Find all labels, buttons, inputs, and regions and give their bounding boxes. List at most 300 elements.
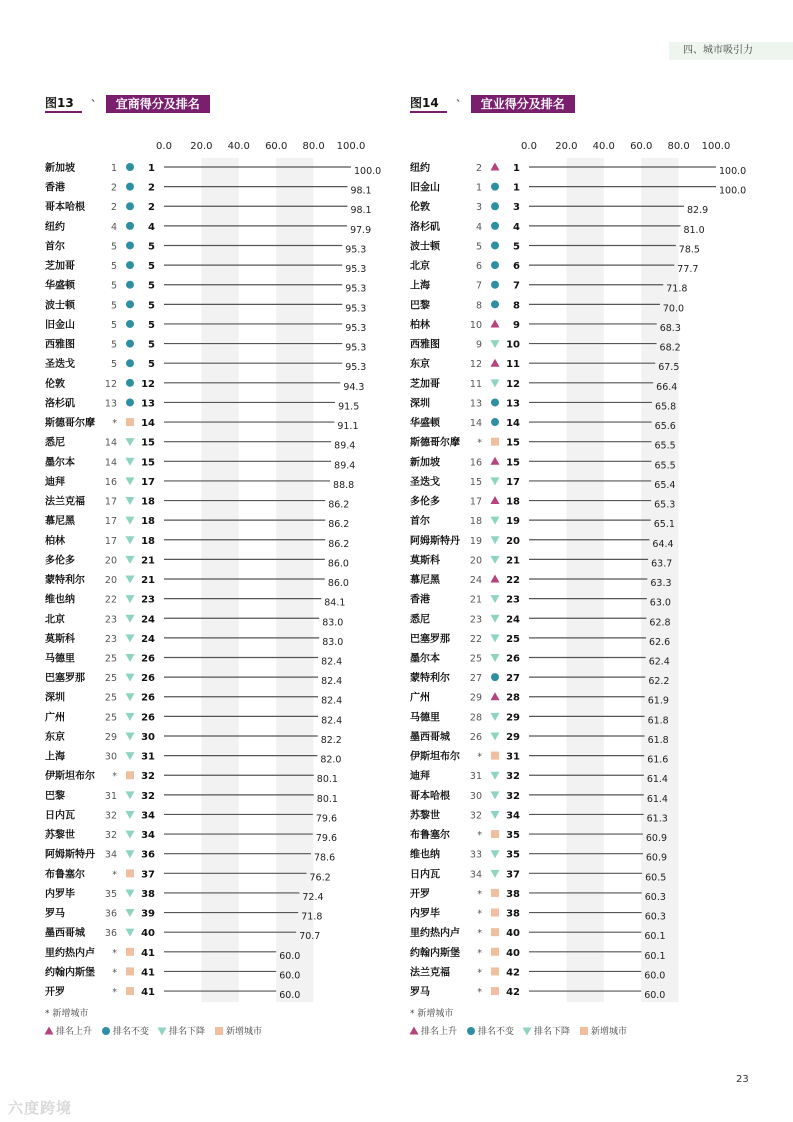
score-value-label: 100.0 bbox=[354, 166, 382, 177]
city-label: 伦敦 bbox=[410, 202, 430, 214]
city-label: 罗马 bbox=[45, 908, 65, 920]
rank-change-down-icon bbox=[126, 791, 135, 799]
rank-change-down-icon bbox=[126, 929, 135, 937]
legend-down-icon bbox=[523, 1028, 532, 1036]
rank-change-same-icon bbox=[126, 379, 134, 387]
current-rank: 13 bbox=[141, 398, 155, 410]
previous-rank: 2 bbox=[110, 202, 117, 214]
score-value-label: 98.1 bbox=[350, 205, 372, 217]
footnote: * 新增城市 bbox=[45, 1009, 89, 1019]
score-value-label: 60.9 bbox=[645, 833, 668, 845]
current-rank: 26 bbox=[141, 653, 155, 665]
current-rank: 21 bbox=[141, 555, 155, 567]
rank-change-new-icon bbox=[491, 948, 499, 956]
chart-row bbox=[410, 926, 666, 942]
score-value-label: 91.5 bbox=[338, 401, 360, 413]
previous-rank: 19 bbox=[469, 535, 482, 547]
current-rank: 26 bbox=[141, 692, 155, 704]
rank-change-new-icon bbox=[491, 438, 499, 446]
previous-rank: 15 bbox=[469, 476, 482, 488]
rank-change-down-icon bbox=[491, 634, 500, 642]
score-value-label: 91.1 bbox=[337, 421, 359, 433]
city-label: 纽约 bbox=[410, 163, 430, 174]
previous-rank: * bbox=[477, 987, 482, 999]
city-label: 北京 bbox=[410, 261, 430, 273]
previous-rank: 5 bbox=[475, 241, 482, 253]
legend-new-icon bbox=[215, 1027, 223, 1035]
previous-rank: 29 bbox=[469, 692, 482, 704]
rank-change-same-icon bbox=[126, 320, 134, 328]
current-rank: 5 bbox=[513, 241, 520, 253]
chart-row bbox=[410, 750, 668, 766]
score-value-label: 100.0 bbox=[719, 166, 747, 177]
score-value-label: 60.1 bbox=[644, 931, 666, 943]
rank-change-down-icon bbox=[126, 517, 135, 525]
chart-row bbox=[410, 887, 666, 903]
previous-rank: 23 bbox=[104, 614, 117, 626]
axis-tick-label: 40.0 bbox=[592, 141, 615, 152]
city-label: 法兰克福 bbox=[45, 496, 85, 508]
rank-change-down-icon bbox=[491, 595, 500, 603]
chart-row bbox=[410, 573, 672, 589]
score-value-label: 60.0 bbox=[644, 970, 666, 982]
axis-tick-label: 0.0 bbox=[521, 141, 537, 152]
previous-rank: 24 bbox=[469, 575, 482, 587]
score-value-label: 80.1 bbox=[316, 793, 338, 805]
score-value-label: 63.0 bbox=[649, 597, 671, 609]
previous-rank: 29 bbox=[104, 731, 117, 743]
rank-change-down-icon bbox=[126, 850, 135, 858]
axis-tick-label: 80.0 bbox=[302, 141, 325, 152]
previous-rank: 22 bbox=[104, 594, 117, 606]
rank-change-down-icon bbox=[126, 831, 135, 839]
current-rank: 1 bbox=[513, 182, 520, 194]
city-label: 马德里 bbox=[410, 712, 440, 724]
previous-rank: 32 bbox=[104, 830, 117, 842]
chart-row bbox=[410, 867, 666, 883]
chart-row bbox=[45, 985, 300, 1001]
current-rank: 3 bbox=[513, 202, 520, 214]
previous-rank: 22 bbox=[469, 633, 482, 645]
current-rank: 23 bbox=[506, 594, 520, 606]
previous-rank: 23 bbox=[469, 614, 482, 626]
score-value-label: 65.3 bbox=[654, 499, 676, 511]
page-number: 23 bbox=[736, 1074, 749, 1085]
current-rank: 41 bbox=[141, 987, 155, 999]
previous-rank: * bbox=[112, 947, 117, 959]
previous-rank: 25 bbox=[104, 692, 117, 704]
score-value-label: 86.0 bbox=[327, 578, 349, 590]
current-rank: 38 bbox=[506, 888, 520, 900]
rank-change-down-icon bbox=[491, 713, 500, 721]
current-rank: 26 bbox=[141, 712, 155, 724]
axis-tick-label: 100.0 bbox=[336, 141, 366, 152]
previous-rank: 25 bbox=[469, 653, 482, 665]
current-rank: 32 bbox=[506, 771, 520, 783]
chart-row bbox=[45, 965, 300, 981]
score-value-label: 95.3 bbox=[345, 303, 367, 315]
score-value-label: 65.1 bbox=[653, 519, 675, 531]
current-rank: 40 bbox=[506, 947, 520, 959]
legend-label: 排名不变 bbox=[478, 1027, 515, 1037]
previous-rank: * bbox=[112, 987, 117, 999]
previous-rank: * bbox=[477, 751, 482, 763]
previous-rank: 23 bbox=[104, 633, 117, 645]
city-label: 维也纳 bbox=[45, 594, 75, 606]
previous-rank: 25 bbox=[104, 653, 117, 665]
chart-row bbox=[410, 357, 679, 373]
score-value-label: 65.5 bbox=[654, 460, 676, 472]
current-rank: 1 bbox=[148, 163, 155, 174]
current-rank: 5 bbox=[148, 319, 155, 331]
rank-change-down-icon bbox=[126, 497, 135, 505]
score-value-label: 62.4 bbox=[648, 656, 670, 668]
career-score-chart bbox=[365, 0, 765, 1122]
current-rank: 6 bbox=[513, 261, 520, 273]
current-rank: 41 bbox=[141, 947, 155, 959]
current-rank: 31 bbox=[141, 751, 155, 763]
current-rank: 32 bbox=[506, 790, 520, 802]
legend-new-icon bbox=[580, 1027, 588, 1035]
city-label: 圣迭戈 bbox=[410, 476, 440, 488]
current-rank: 32 bbox=[141, 790, 155, 802]
score-value-label: 84.1 bbox=[324, 597, 346, 609]
legend-label: 新增城市 bbox=[226, 1027, 263, 1037]
previous-rank: 26 bbox=[469, 731, 482, 743]
city-label: 布鲁塞尔 bbox=[45, 869, 85, 881]
rank-change-up-icon bbox=[491, 496, 500, 504]
current-rank: 18 bbox=[506, 496, 520, 508]
score-value-label: 68.3 bbox=[659, 322, 681, 334]
score-value-label: 82.9 bbox=[687, 205, 709, 217]
previous-rank: 27 bbox=[469, 673, 482, 685]
score-value-label: 82.0 bbox=[320, 754, 342, 766]
chart-row bbox=[410, 495, 675, 511]
current-rank: 5 bbox=[148, 261, 155, 273]
score-value-label: 67.5 bbox=[658, 362, 680, 374]
city-label: 莫斯科 bbox=[410, 555, 440, 567]
current-rank: 31 bbox=[506, 751, 520, 763]
score-value-label: 60.1 bbox=[644, 950, 666, 962]
rank-change-new-icon bbox=[491, 928, 499, 936]
previous-rank: 32 bbox=[469, 810, 482, 822]
city-label: 香港 bbox=[45, 182, 65, 194]
previous-rank: * bbox=[477, 928, 482, 940]
score-value-label: 65.8 bbox=[655, 401, 677, 413]
city-label: 斯德哥尔摩 bbox=[45, 418, 95, 430]
rank-change-same-icon bbox=[491, 241, 499, 249]
rank-change-down-icon bbox=[126, 654, 135, 662]
city-label: 罗马 bbox=[410, 987, 430, 999]
city-label: 哥本哈根 bbox=[45, 202, 85, 214]
current-rank: 15 bbox=[141, 457, 155, 469]
current-rank: 2 bbox=[148, 202, 155, 214]
previous-rank: 36 bbox=[104, 928, 117, 940]
previous-rank: 17 bbox=[104, 516, 117, 528]
score-value-label: 79.6 bbox=[315, 813, 338, 825]
score-value-label: 63.3 bbox=[650, 578, 672, 590]
previous-rank: 34 bbox=[469, 869, 482, 881]
rank-change-down-icon bbox=[491, 615, 500, 623]
city-label: 东京 bbox=[45, 731, 65, 743]
current-rank: 17 bbox=[141, 476, 155, 488]
previous-rank: 5 bbox=[110, 300, 117, 312]
previous-rank: 1 bbox=[475, 182, 482, 194]
score-value-label: 86.2 bbox=[328, 519, 350, 531]
previous-rank: 5 bbox=[110, 339, 117, 351]
city-label: 苏黎世 bbox=[410, 810, 440, 822]
city-label: 开罗 bbox=[45, 987, 65, 999]
current-rank: 39 bbox=[141, 908, 155, 920]
rank-change-same-icon bbox=[491, 202, 499, 210]
score-value-label: 61.4 bbox=[646, 774, 668, 786]
chart-row bbox=[410, 671, 669, 687]
watermark-logo: 六度跨境 bbox=[8, 1099, 73, 1117]
chart-row bbox=[410, 377, 677, 393]
city-label: 维也纳 bbox=[410, 849, 440, 861]
chart-row bbox=[45, 946, 300, 962]
city-label: 深圳 bbox=[410, 398, 430, 410]
rank-change-same-icon bbox=[491, 300, 499, 308]
previous-rank: 7 bbox=[475, 280, 482, 292]
rank-change-down-icon bbox=[491, 517, 500, 525]
current-rank: 2 bbox=[148, 182, 155, 194]
city-label: 莫斯科 bbox=[45, 633, 75, 645]
score-value-label: 60.0 bbox=[279, 950, 301, 962]
score-value-label: 95.3 bbox=[345, 283, 367, 295]
current-rank: 15 bbox=[141, 437, 155, 449]
current-rank: 5 bbox=[148, 359, 155, 371]
score-value-label: 72.4 bbox=[302, 891, 324, 903]
score-value-label: 98.1 bbox=[350, 185, 372, 197]
score-value-label: 61.8 bbox=[647, 715, 669, 727]
previous-rank: 13 bbox=[104, 398, 117, 410]
city-label: 阿姆斯特丹 bbox=[410, 535, 460, 547]
title-separator-icon: ˋ bbox=[455, 97, 462, 111]
previous-rank: 28 bbox=[469, 712, 482, 724]
rank-change-down-icon bbox=[491, 340, 500, 348]
rank-change-same-icon bbox=[126, 281, 134, 289]
section-label: 四、城市吸引力 bbox=[669, 42, 793, 60]
rank-change-new-icon bbox=[491, 830, 499, 838]
previous-rank: 12 bbox=[469, 359, 482, 371]
previous-rank: 14 bbox=[104, 457, 117, 469]
score-value-label: 71.8 bbox=[666, 283, 688, 295]
axis-tick-label: 20.0 bbox=[190, 141, 213, 152]
rank-change-down-icon bbox=[126, 576, 135, 584]
previous-rank: 10 bbox=[469, 319, 482, 331]
score-value-label: 81.0 bbox=[683, 224, 705, 236]
rank-change-same-icon bbox=[491, 261, 499, 269]
previous-rank: 17 bbox=[104, 535, 117, 547]
score-value-label: 86.2 bbox=[328, 538, 350, 550]
current-rank: 32 bbox=[141, 771, 155, 783]
previous-rank: * bbox=[112, 771, 117, 783]
score-value-label: 80.1 bbox=[316, 774, 338, 786]
rank-change-down-icon bbox=[491, 772, 500, 780]
current-rank: 42 bbox=[506, 967, 520, 979]
city-label: 华盛顿 bbox=[45, 280, 75, 292]
rank-change-down-icon bbox=[491, 379, 500, 387]
current-rank: 22 bbox=[506, 575, 520, 587]
rank-change-up-icon bbox=[491, 692, 500, 700]
current-rank: 36 bbox=[141, 849, 155, 861]
previous-rank: 9 bbox=[475, 339, 482, 351]
score-value-label: 82.4 bbox=[321, 695, 343, 707]
current-rank: 35 bbox=[506, 830, 520, 842]
rank-change-new-icon bbox=[126, 771, 134, 779]
city-label: 西雅图 bbox=[45, 339, 75, 351]
city-label: 迪拜 bbox=[410, 771, 430, 783]
previous-rank: 25 bbox=[104, 673, 117, 685]
previous-rank: 35 bbox=[104, 888, 117, 900]
rank-change-down-icon bbox=[126, 674, 135, 682]
score-value-label: 68.2 bbox=[659, 342, 681, 354]
chart-row bbox=[410, 475, 675, 491]
city-label: 马德里 bbox=[45, 653, 75, 665]
current-rank: 8 bbox=[513, 300, 520, 312]
legend-up-icon bbox=[410, 1027, 419, 1035]
previous-rank: 25 bbox=[104, 712, 117, 724]
city-label: 墨尔本 bbox=[410, 653, 440, 665]
previous-rank: 8 bbox=[475, 300, 482, 312]
city-label: 内罗毕 bbox=[45, 888, 75, 900]
previous-rank: 20 bbox=[469, 555, 482, 567]
city-label: 新加坡 bbox=[410, 457, 440, 469]
score-value-label: 82.4 bbox=[321, 715, 343, 727]
legend-up-icon bbox=[45, 1027, 54, 1035]
rank-change-new-icon bbox=[491, 889, 499, 897]
current-rank: 24 bbox=[141, 614, 155, 626]
rank-change-same-icon bbox=[126, 222, 134, 230]
score-value-label: 86.2 bbox=[328, 499, 350, 511]
city-label: 约翰内斯堡 bbox=[45, 967, 95, 979]
city-label: 巴黎 bbox=[410, 300, 430, 312]
city-label: 阿姆斯特丹 bbox=[45, 849, 95, 861]
city-label: 芝加哥 bbox=[45, 261, 75, 273]
score-value-label: 60.0 bbox=[279, 970, 301, 982]
previous-rank: 17 bbox=[469, 496, 482, 508]
city-label: 华盛顿 bbox=[410, 418, 440, 430]
city-label: 蒙特利尔 bbox=[410, 673, 450, 685]
rank-change-down-icon bbox=[491, 477, 500, 485]
rank-change-down-icon bbox=[126, 634, 135, 642]
chart-row bbox=[409, 769, 668, 785]
city-label: 广州 bbox=[410, 692, 430, 704]
current-rank: 21 bbox=[506, 555, 520, 567]
rank-change-up-icon bbox=[491, 575, 500, 583]
previous-rank: 5 bbox=[110, 261, 117, 273]
rank-change-new-icon bbox=[126, 418, 134, 426]
rank-change-same-icon bbox=[126, 183, 134, 191]
current-rank: 9 bbox=[513, 319, 520, 331]
previous-rank: * bbox=[477, 967, 482, 979]
city-label: 法兰克福 bbox=[410, 967, 450, 979]
footnote: * 新增城市 bbox=[410, 1009, 454, 1019]
score-value-label: 89.4 bbox=[334, 440, 356, 452]
previous-rank: * bbox=[477, 908, 482, 920]
score-value-label: 61.3 bbox=[646, 813, 668, 825]
previous-rank: 3 bbox=[475, 202, 482, 214]
rank-change-down-icon bbox=[126, 811, 135, 819]
score-value-label: 65.5 bbox=[654, 440, 676, 452]
rank-change-new-icon bbox=[491, 987, 499, 995]
rank-change-same-icon bbox=[491, 418, 499, 426]
current-rank: 24 bbox=[506, 614, 520, 626]
current-rank: 29 bbox=[506, 731, 520, 743]
rank-change-same-icon bbox=[491, 183, 499, 191]
title-separator-icon: ˋ bbox=[90, 97, 97, 111]
score-value-label: 95.3 bbox=[345, 342, 367, 354]
chart-row bbox=[410, 416, 676, 432]
chart-row bbox=[410, 730, 669, 746]
city-label: 柏林 bbox=[410, 319, 430, 331]
score-value-label: 95.3 bbox=[345, 264, 367, 276]
current-rank: 4 bbox=[513, 221, 520, 233]
previous-rank: 5 bbox=[110, 241, 117, 253]
score-value-label: 62.6 bbox=[649, 636, 671, 648]
chart-row bbox=[410, 338, 681, 354]
score-value-label: 95.3 bbox=[345, 244, 367, 256]
current-rank: 17 bbox=[506, 476, 520, 488]
rank-change-same-icon bbox=[491, 222, 499, 230]
score-value-label: 60.0 bbox=[279, 990, 301, 1002]
score-value-label: 95.3 bbox=[345, 362, 367, 374]
city-label: 东京 bbox=[410, 359, 430, 371]
score-value-label: 62.2 bbox=[648, 676, 670, 688]
city-label: 慕尼黑 bbox=[45, 516, 75, 528]
city-label: 广州 bbox=[45, 712, 65, 724]
score-value-label: 60.5 bbox=[645, 872, 667, 884]
current-rank: 10 bbox=[506, 339, 520, 351]
previous-rank: 20 bbox=[104, 575, 117, 587]
previous-rank: 18 bbox=[469, 516, 482, 528]
chart-row bbox=[410, 534, 674, 550]
previous-rank: * bbox=[477, 437, 482, 449]
city-label: 巴黎 bbox=[45, 790, 65, 802]
current-rank: 5 bbox=[148, 241, 155, 253]
previous-rank: 32 bbox=[104, 810, 117, 822]
city-label: 新加坡 bbox=[45, 163, 75, 174]
city-label: 上海 bbox=[410, 280, 430, 292]
current-rank: 14 bbox=[141, 418, 155, 430]
chart-row bbox=[410, 593, 671, 609]
city-label: 上海 bbox=[45, 751, 65, 763]
previous-rank: 6 bbox=[475, 261, 482, 273]
city-label: 圣迭戈 bbox=[45, 359, 75, 371]
rank-change-down-icon bbox=[491, 536, 500, 544]
city-label: 芝加哥 bbox=[410, 378, 440, 390]
rank-change-down-icon bbox=[126, 909, 135, 917]
legend-label: 排名上升 bbox=[421, 1027, 458, 1037]
rank-change-same-icon bbox=[126, 340, 134, 348]
rank-change-down-icon bbox=[491, 850, 500, 858]
score-value-label: 83.0 bbox=[322, 636, 344, 648]
city-label: 苏黎世 bbox=[45, 830, 75, 842]
current-rank: 26 bbox=[141, 673, 155, 685]
previous-rank: 5 bbox=[110, 280, 117, 292]
axis-tick-label: 0.0 bbox=[156, 141, 172, 152]
current-rank: 5 bbox=[148, 280, 155, 292]
rank-change-same-icon bbox=[491, 398, 499, 406]
current-rank: 18 bbox=[141, 535, 155, 547]
city-label: 蒙特利尔 bbox=[45, 575, 85, 587]
previous-rank: * bbox=[112, 869, 117, 881]
previous-rank: 31 bbox=[104, 790, 117, 802]
city-label: 深圳 bbox=[45, 692, 65, 704]
chart-row bbox=[410, 632, 670, 648]
chart-row bbox=[410, 455, 676, 471]
